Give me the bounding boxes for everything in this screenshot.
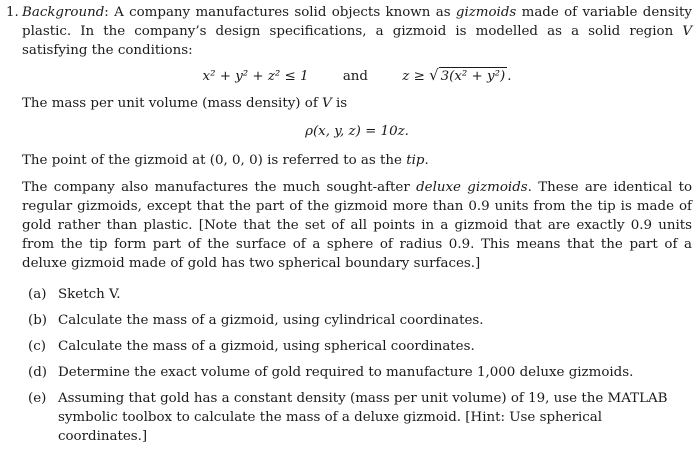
- background-text-3: satisfying the conditions:: [22, 43, 193, 58]
- background-text-1: : A company manufactures solid objects known as: [104, 5, 456, 20]
- part-text: Calculate the mass of a gizmoid, using spherical coordinates.: [58, 339, 475, 354]
- condition-cone-left: z ≥: [402, 69, 430, 84]
- list-item: [22, 285, 692, 304]
- part-label: (c): [28, 339, 46, 354]
- list-item: [22, 363, 692, 382]
- part-text: Assuming that gold has a constant density (mass per unit volume) of 19, use the MATLAB symbolic toolbox to calculate the mass of a deluxe gizmoid. [Hint: Use spherical coordinates.]: [58, 391, 668, 444]
- condition-cone-right: .: [507, 69, 512, 84]
- deluxe-paragraph: [22, 178, 692, 273]
- conditions-conjunction: and: [342, 69, 368, 84]
- deluxe-term: deluxe gizmoids: [416, 180, 528, 195]
- part-label: (b): [28, 313, 48, 328]
- deluxe-text-2: . These are identical to regular gizmoids, except that the part of the gizmoid more than 0.9 units from the tip is made of gold rather than plastic. [Note that the set of all points in a gizmoid that are exactly 0.9 units from the tip form part of the surface of a sphere of radius 0.9. This means that the part of a deluxe gizmoid made of gold has two spherical boundary surfaces.]: [22, 180, 693, 271]
- tip-text-1: The point of the gizmoid at (0, 0, 0) is referred to as the: [22, 153, 407, 168]
- list-item: [22, 389, 692, 446]
- list-item: [22, 337, 692, 356]
- region-symbol: V: [682, 24, 692, 39]
- background-label: Background: [22, 5, 105, 20]
- sqrt-sign: √: [429, 66, 439, 84]
- parts-list: [22, 285, 692, 446]
- tip-term: tip: [406, 153, 425, 168]
- problem-1: [6, 3, 694, 453]
- part-text: Calculate the mass of a gizmoid, using cylindrical coordinates.: [58, 313, 484, 328]
- part-text: Sketch V.: [58, 287, 121, 302]
- density-region-symbol: V: [322, 96, 332, 111]
- part-label: (a): [28, 287, 47, 302]
- density-intro-text-1: The mass per unit volume (mass density) of: [22, 96, 323, 111]
- condition-cone-radicand: 3(x² + y²): [440, 69, 506, 84]
- conditions-equation: [22, 64, 692, 86]
- condition-sphere: x² + y² + z² ≤ 1: [202, 69, 309, 84]
- tip-paragraph: [22, 151, 692, 170]
- background-text-2: made of variable density plastic. In the company’s design specifications, a gizmoid is modelled as a solid region: [22, 5, 692, 39]
- tip-text-2: .: [424, 153, 429, 168]
- background-paragraph: [22, 3, 692, 60]
- part-text: Determine the exact volume of gold required to manufacture 1,000 deluxe gizmoids.: [58, 365, 634, 380]
- part-label: (d): [28, 365, 48, 380]
- density-equation: [22, 121, 692, 143]
- gizmoids-term: gizmoids: [455, 5, 517, 20]
- density-intro-text-2: is: [331, 96, 348, 111]
- list-item: [22, 311, 692, 330]
- density-formula: ρ(x, y, z) = 10z.: [305, 124, 409, 139]
- problem-number: 1.: [6, 5, 19, 20]
- deluxe-text-1: The company also manufactures the much sought-after: [22, 180, 417, 195]
- problem-body: [22, 3, 692, 446]
- part-label: (e): [28, 391, 47, 406]
- density-intro: [22, 94, 692, 113]
